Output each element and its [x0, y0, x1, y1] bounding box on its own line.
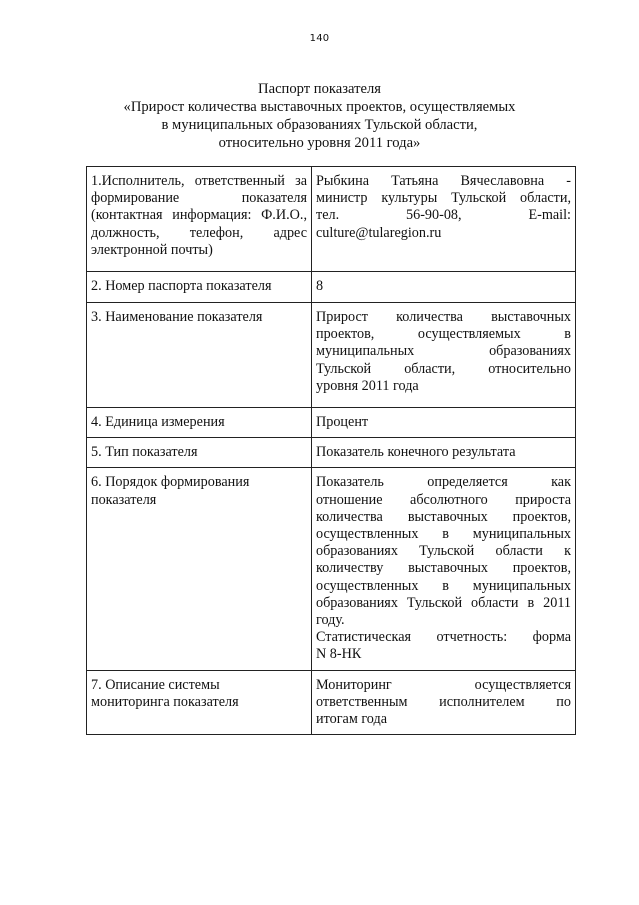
value-line: Прирост количества выставочных	[316, 309, 571, 325]
value-line: Процент	[316, 414, 369, 430]
label-line: 2. Номер паспорта показателя	[91, 278, 272, 294]
value-line: ответственным исполнителем по	[316, 693, 571, 710]
table-row	[87, 468, 576, 670]
page-number: 140	[309, 33, 330, 44]
value-line: уровня 2011 года	[316, 377, 419, 394]
document-title	[0, 80, 639, 152]
value-line: N 8-НК	[316, 646, 362, 663]
label-line: электронной почты)	[91, 241, 213, 258]
row-label-name	[87, 303, 312, 408]
row-label-type	[87, 438, 312, 468]
row-value-formation	[312, 468, 576, 670]
value-line: осуществленных в муниципальных	[316, 526, 571, 543]
label-line: должность, телефон, адрес	[91, 224, 307, 241]
value-line: Мониторинг осуществляется	[316, 676, 571, 693]
row-label-formation	[87, 468, 312, 670]
label-line: 3. Наименование показателя	[91, 309, 263, 325]
email-text: culture@tularegion.ru	[316, 224, 442, 241]
table-row	[87, 670, 576, 735]
value-line: Показатель определяется как	[316, 474, 571, 491]
label-line: (контактная информация: Ф.И.О.,	[91, 207, 307, 224]
title-line: в муниципальных образованиях Тульской области,	[161, 117, 478, 133]
value-line: количества выставочных проектов,	[316, 508, 571, 525]
value-line: осуществленных в муниципальных	[316, 577, 571, 594]
row-label-monitoring	[87, 670, 312, 735]
value-line: министр культуры Тульской области,	[316, 190, 571, 207]
row-label-unit	[87, 408, 312, 438]
value-line: муниципальных образованиях	[316, 343, 571, 360]
value-line: образованиях Тульской области к	[316, 543, 571, 560]
title-line: «Прирост количества выставочных проектов, осуществляемых	[123, 99, 516, 115]
value-line: Показатель конечного результата	[316, 444, 516, 461]
label-line: показателя	[91, 491, 157, 508]
row-label-executor	[87, 167, 312, 272]
label-line: формирование показателя	[91, 190, 307, 207]
row-value-monitoring	[312, 670, 576, 735]
label-line: 4. Единица измерения	[91, 414, 225, 430]
value-line: Статистическая отчетность: форма	[316, 629, 571, 646]
value-line: отношение абсолютного прироста	[316, 491, 571, 508]
title-line: Паспорт показателя	[258, 81, 381, 97]
label-line: 6. Порядок формирования	[91, 474, 250, 491]
table-row	[87, 438, 576, 468]
value-line: Рыбкина Татьяна Вячеславовна -	[316, 173, 571, 189]
value-line: проектов, осуществляемых в	[316, 326, 571, 343]
value-line: году.	[316, 612, 345, 629]
table-row	[87, 272, 576, 303]
label-line: мониторинга показателя	[91, 693, 239, 710]
value-line: Тульской области, относительно	[316, 360, 571, 377]
table-row	[87, 408, 576, 438]
row-value-executor	[312, 167, 576, 272]
label-line: 5. Тип показателя	[91, 444, 198, 461]
title-line: относительно уровня 2011 года»	[218, 135, 421, 151]
row-value-number	[312, 272, 576, 303]
table-row	[87, 167, 576, 272]
label-line: 1.Исполнитель, ответственный за	[91, 173, 307, 189]
value-line: итогам года	[316, 711, 388, 728]
table-row	[87, 303, 576, 408]
row-value-unit	[312, 408, 576, 438]
value-line: образованиях Тульской области в 2011	[316, 594, 571, 611]
row-value-name	[312, 303, 576, 408]
label-line: 7. Описание системы	[91, 676, 220, 693]
value-line: 8	[316, 278, 324, 294]
passport-table	[86, 166, 576, 735]
value-line: тел. 56-90-08, E-mail:	[316, 207, 571, 224]
row-value-type	[312, 438, 576, 468]
row-label-number	[87, 272, 312, 303]
value-line: количеству выставочных проектов,	[316, 560, 571, 577]
